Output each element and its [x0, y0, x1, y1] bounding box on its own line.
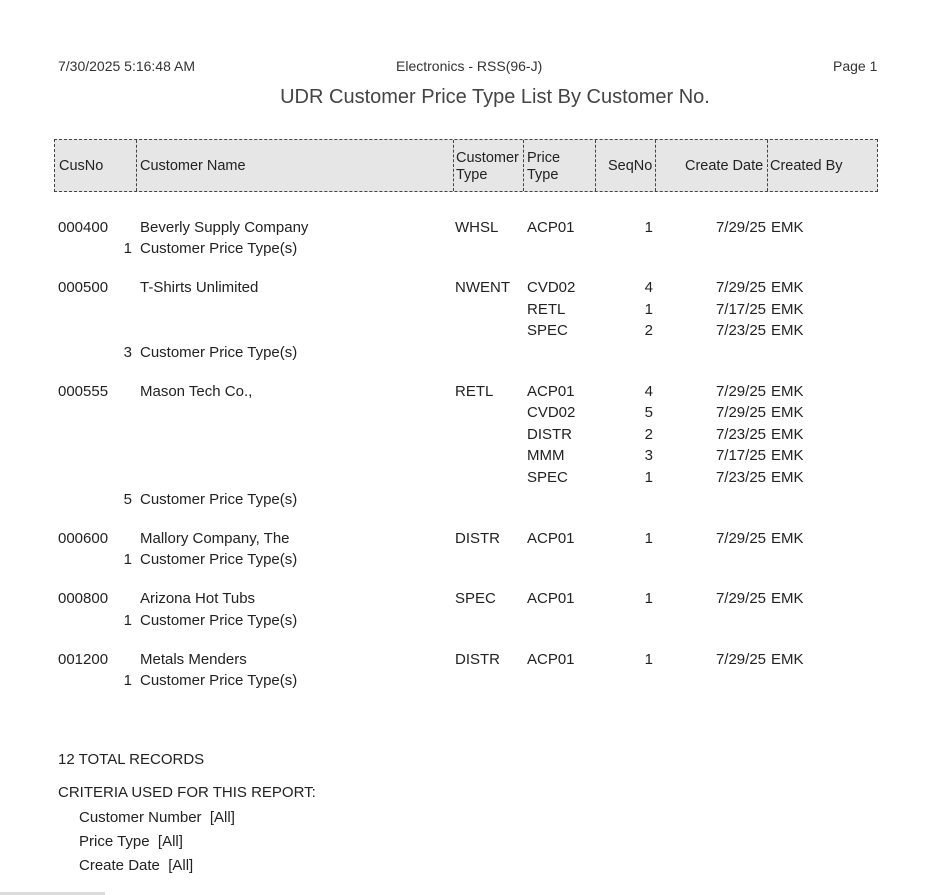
- group-count: 3: [123, 344, 132, 361]
- total-records: 12 TOTAL RECORDS: [58, 751, 205, 768]
- col-price-type-l1: Price: [527, 150, 561, 166]
- cell-seqno: 2: [644, 426, 653, 443]
- cell-customer-type: WHSL: [455, 219, 499, 236]
- col-customer-type-l1: Customer: [456, 150, 519, 166]
- cell-customer-name: Arizona Hot Tubs: [140, 590, 256, 607]
- cell-created-by: EMK: [771, 469, 804, 486]
- group-count-label: Customer Price Type(s): [140, 240, 298, 257]
- cell-created-by: EMK: [771, 219, 804, 236]
- cell-price-type: CVD02: [527, 404, 576, 421]
- cell-created-by: EMK: [771, 447, 804, 464]
- cell-customer-name: Metals Menders: [140, 651, 247, 668]
- cell-created-by: EMK: [771, 383, 804, 400]
- group-count: 1: [123, 551, 132, 568]
- cell-seqno: 4: [644, 383, 653, 400]
- cell-cusno: 000555: [58, 383, 109, 400]
- cell-create-date: 7/29/25: [715, 383, 766, 400]
- cell-seqno: 1: [644, 651, 653, 668]
- cell-cusno: 000400: [58, 219, 109, 236]
- col-cusno: CusNo: [59, 158, 104, 174]
- cell-cusno: 000800: [58, 590, 109, 607]
- page-number: Page 1: [833, 58, 878, 74]
- group-count-label: Customer Price Type(s): [140, 491, 298, 508]
- criteria-title: CRITERIA USED FOR THIS REPORT:: [58, 784, 316, 801]
- cell-created-by: EMK: [771, 301, 804, 318]
- group-count: 1: [123, 612, 132, 629]
- col-customer-name: Customer Name: [140, 158, 246, 174]
- cell-customer-type: SPEC: [455, 590, 496, 607]
- col-seqno: SeqNo: [608, 158, 653, 174]
- cell-seqno: 3: [644, 447, 653, 464]
- cell-seqno: 5: [644, 404, 653, 421]
- cell-created-by: EMK: [771, 404, 804, 421]
- cell-price-type: ACP01: [527, 530, 575, 547]
- table-header: [54, 139, 878, 192]
- cell-customer-name: T-Shirts Unlimited: [140, 279, 259, 296]
- col-customer-type-l2: Type: [456, 167, 488, 183]
- group-count-label: Customer Price Type(s): [140, 551, 298, 568]
- col-create-date: Create Date: [685, 158, 764, 174]
- cell-seqno: 1: [644, 469, 653, 486]
- col-created-by: Created By: [770, 158, 843, 174]
- cell-created-by: EMK: [771, 322, 804, 339]
- cell-create-date: 7/23/25: [715, 469, 766, 486]
- cell-create-date: 7/29/25: [715, 279, 766, 296]
- cell-create-date: 7/29/25: [715, 530, 766, 547]
- cell-price-type: CVD02: [527, 279, 576, 296]
- cell-price-type: SPEC: [527, 469, 568, 486]
- cell-seqno: 1: [644, 530, 653, 547]
- criteria-create-date: Create Date [All]: [79, 857, 194, 874]
- report-title: UDR Customer Price Type List By Customer No.: [280, 86, 710, 108]
- cell-created-by: EMK: [771, 279, 804, 296]
- cell-created-by: EMK: [771, 651, 804, 668]
- cell-price-type: ACP01: [527, 219, 575, 236]
- group-count: 5: [123, 491, 132, 508]
- cell-create-date: 7/23/25: [715, 426, 766, 443]
- cell-cusno: 000500: [58, 279, 109, 296]
- report-datetime: 7/30/2025 5:16:48 AM: [58, 58, 195, 74]
- cell-price-type: ACP01: [527, 590, 575, 607]
- criteria-price-type: Price Type [All]: [79, 833, 183, 850]
- cell-price-type: DISTR: [527, 426, 572, 443]
- cell-create-date: 7/29/25: [715, 590, 766, 607]
- cell-customer-type: DISTR: [455, 651, 500, 668]
- cell-create-date: 7/17/25: [715, 447, 766, 464]
- col-price-type-l2: Type: [527, 167, 559, 183]
- cell-seqno: 1: [644, 301, 653, 318]
- cell-create-date: 7/29/25: [715, 404, 766, 421]
- cell-price-type: MMM: [527, 447, 565, 464]
- cell-customer-name: Mallory Company, The: [140, 530, 290, 547]
- company-name: Electronics - RSS(96-J): [396, 58, 543, 74]
- cell-created-by: EMK: [771, 590, 804, 607]
- group-count-label: Customer Price Type(s): [140, 672, 298, 689]
- cell-customer-name: Beverly Supply Company: [140, 219, 309, 236]
- cell-create-date: 7/29/25: [715, 219, 766, 236]
- cell-created-by: EMK: [771, 426, 804, 443]
- cell-price-type: ACP01: [527, 383, 575, 400]
- cell-created-by: EMK: [771, 530, 804, 547]
- group-count-label: Customer Price Type(s): [140, 344, 298, 361]
- cell-customer-name: Mason Tech Co.,: [140, 383, 253, 400]
- cell-price-type: ACP01: [527, 651, 575, 668]
- cell-seqno: 1: [644, 590, 653, 607]
- cell-price-type: SPEC: [527, 322, 568, 339]
- cell-customer-type: DISTR: [455, 530, 500, 547]
- cell-price-type: RETL: [527, 301, 566, 318]
- cell-seqno: 2: [644, 322, 653, 339]
- cell-seqno: 4: [644, 279, 653, 296]
- criteria-customer-number: Customer Number [All]: [79, 809, 235, 826]
- cell-cusno: 000600: [58, 530, 109, 547]
- group-count-label: Customer Price Type(s): [140, 612, 298, 629]
- cell-create-date: 7/23/25: [715, 322, 766, 339]
- cell-customer-type: RETL: [455, 383, 494, 400]
- group-count: 1: [123, 240, 132, 257]
- cell-create-date: 7/17/25: [715, 301, 766, 318]
- cell-cusno: 001200: [58, 651, 109, 668]
- group-count: 1: [123, 672, 132, 689]
- cell-create-date: 7/29/25: [715, 651, 766, 668]
- cell-customer-type: NWENT: [455, 279, 510, 296]
- cell-seqno: 1: [644, 219, 653, 236]
